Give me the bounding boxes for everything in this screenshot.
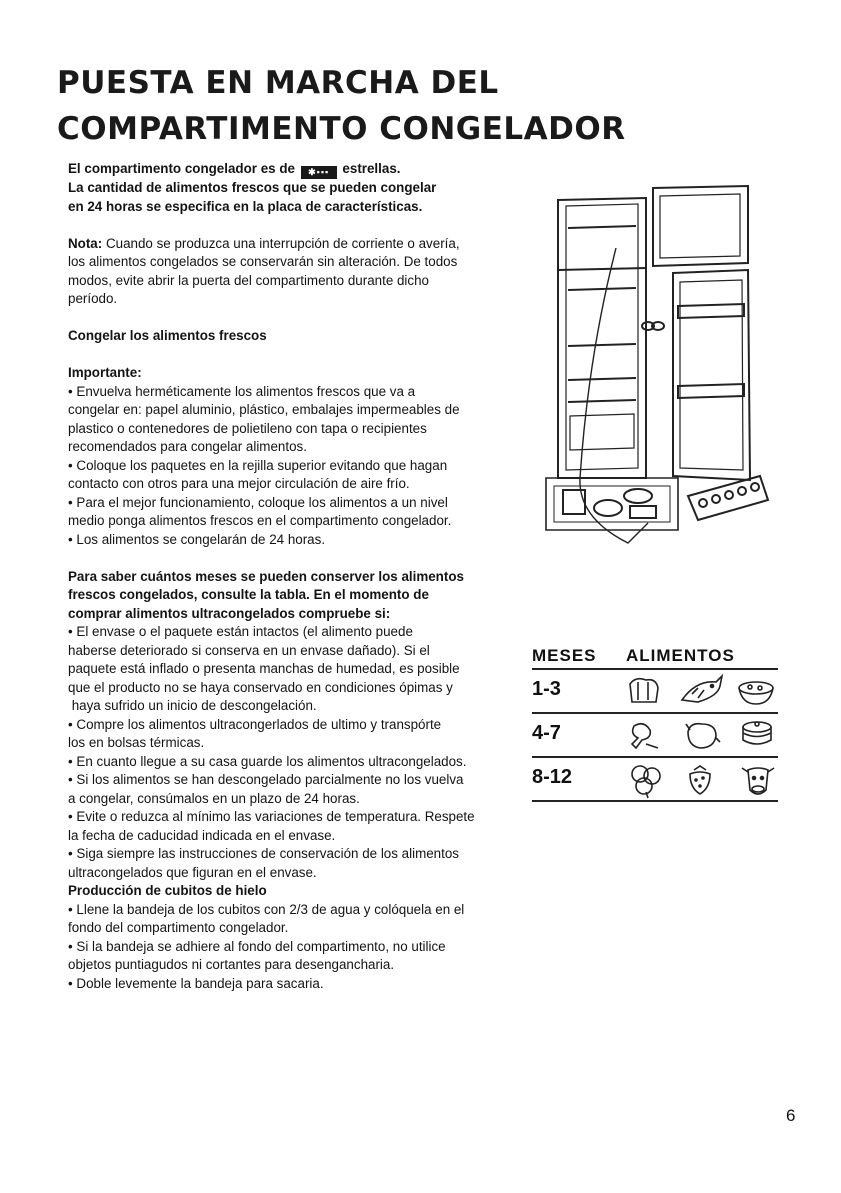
importante-line: plastico o contenedores de polietileno con tapa o recipientes — [68, 420, 427, 436]
conservar-line: • Si los alimentos se han descongelado parcialmente no los vuelva — [68, 772, 464, 787]
chicken-leg-icon — [628, 718, 662, 752]
conservar-line: la fecha de caducidad indicada en el envase. — [68, 827, 336, 843]
nota-line-1: Nota: Cuando se produzca una interrupción de corriente o avería, — [68, 235, 460, 251]
importante-line: • Coloque los paquetes en la rejilla superior evitando que hagan — [68, 457, 448, 473]
importante-heading: Importante: — [68, 365, 142, 380]
page-number: 6 — [786, 1106, 796, 1125]
table-header — [532, 644, 778, 670]
title-line-1: PUESTA EN MARCHA DEL — [57, 65, 499, 101]
importante-line: congelar en: papel aluminio, plástico, embalajes impermeables de — [68, 402, 460, 417]
conservar-line: • El envase o el paquete están intactos (el alimento puede — [68, 624, 413, 639]
cubitos-line: • Si la bandeja se adhiere al fondo del compartimento, no utilice — [68, 938, 446, 954]
months-value: 8-12 — [532, 766, 573, 788]
soup-bowl-icon — [736, 674, 776, 708]
page-title — [57, 60, 626, 152]
conservar-line: ultracongelados que figuran en el envase. — [68, 864, 317, 880]
main-text-column — [68, 160, 528, 993]
star-rating-icon: ✱▪▪▪ — [301, 166, 337, 179]
intro-line-1: El compartimento congelador es de ✱▪▪▪ estrellas. — [68, 161, 401, 177]
importante-line: recomendados para congelar alimentos. — [68, 439, 307, 454]
fish-icon — [678, 674, 724, 708]
intro-line-2: La cantidad de alimentos frescos que se pueden congelar — [68, 180, 437, 195]
importante-line: medio ponga alimentos frescos en el compartimento congelador. — [68, 513, 452, 528]
conservar-heading: comprar alimentos ultracongelados compruebe si: — [68, 605, 391, 621]
nota-line-2: los alimentos congelados se conservarán sin alteración. De todos — [68, 254, 458, 269]
header-meses: MESES — [532, 646, 597, 665]
conservar-heading: frescos congelados, consulte la tabla. En el momento de — [68, 587, 429, 602]
table-row — [532, 714, 778, 758]
fridge-illustration — [538, 178, 778, 548]
months-value: 4-7 — [532, 722, 561, 744]
cubitos-line: • Doble levemente la bandeja para sacaria. — [68, 975, 324, 991]
header-alimentos: ALIMENTOS — [626, 646, 735, 665]
conservar-line: • Compre los alimentos ultracongerlados de ultimo y transpórte — [68, 716, 442, 732]
table-row — [532, 758, 778, 802]
conservar-line: los en bolsas térmicas. — [68, 735, 205, 750]
strawberry-icon — [686, 762, 714, 796]
cubitos-line: fondo del compartimento congelador. — [68, 920, 289, 935]
congelar-heading: Congelar los alimentos frescos — [68, 328, 267, 343]
importante-line: • Para el mejor funcionamiento, coloque los alimentos a un nivel — [68, 494, 448, 510]
conservar-line: haya sufrido un inicio de descongelación. — [68, 698, 317, 713]
table-row — [532, 670, 778, 714]
roast-chicken-icon — [682, 718, 722, 752]
storage-table — [532, 644, 778, 802]
conservar-line: paquete está inflado o presenta manchas de humedad, es posible — [68, 661, 460, 676]
importante-line: • Envuelva herméticamente los alimentos frescos que va a — [68, 383, 416, 399]
conservar-line: que el producto no se haya conservado en condiciones ópimas y — [68, 679, 453, 695]
importante-line: contacto con otros para una mejor circulación de aire frío. — [68, 476, 410, 491]
conservar-heading: Para saber cuántos meses se pueden conserver los alimentos — [68, 568, 464, 584]
conservar-line: • En cuanto llegue a su casa guarde los alimentos ultracongelados. — [68, 753, 467, 769]
vegetables-icon — [626, 762, 666, 800]
bread-icon — [626, 674, 664, 708]
title-line-2: COMPARTIMENTO CONGELADOR — [57, 111, 626, 147]
cake-icon — [740, 718, 774, 748]
importante-line: • Los alimentos se congelarán de 24 horas. — [68, 531, 326, 547]
conservar-line: a congelar, consúmalos en un plazo de 24 horas. — [68, 790, 360, 806]
intro-line-3: en 24 horas se especifica en la placa de características. — [68, 198, 423, 214]
cow-icon — [738, 762, 778, 800]
cubitos-line: • Llene la bandeja de los cubitos con 2/3 de agua y colóquela en el — [68, 901, 465, 917]
conservar-line: haberse deteriorado si conserva en un envase dañado). Si el — [68, 642, 430, 658]
conservar-line: • Evite o reduzca al mínimo las variaciones de temperatura. Respete — [68, 809, 475, 824]
cubitos-line: objetos puntiagudos ni cortantes para desengancharia. — [68, 957, 395, 972]
cubitos-heading: Producción de cubitos de hielo — [68, 883, 267, 898]
conservar-line: • Siga siempre las instrucciones de conservación de los alimentos — [68, 846, 459, 861]
months-value: 1-3 — [532, 678, 561, 700]
nota-line-3: modos, evite abrir la puerta del compartimento durante dicho — [68, 272, 429, 288]
nota-line-4: período. — [68, 291, 118, 306]
nota-label: Nota: — [68, 235, 103, 251]
